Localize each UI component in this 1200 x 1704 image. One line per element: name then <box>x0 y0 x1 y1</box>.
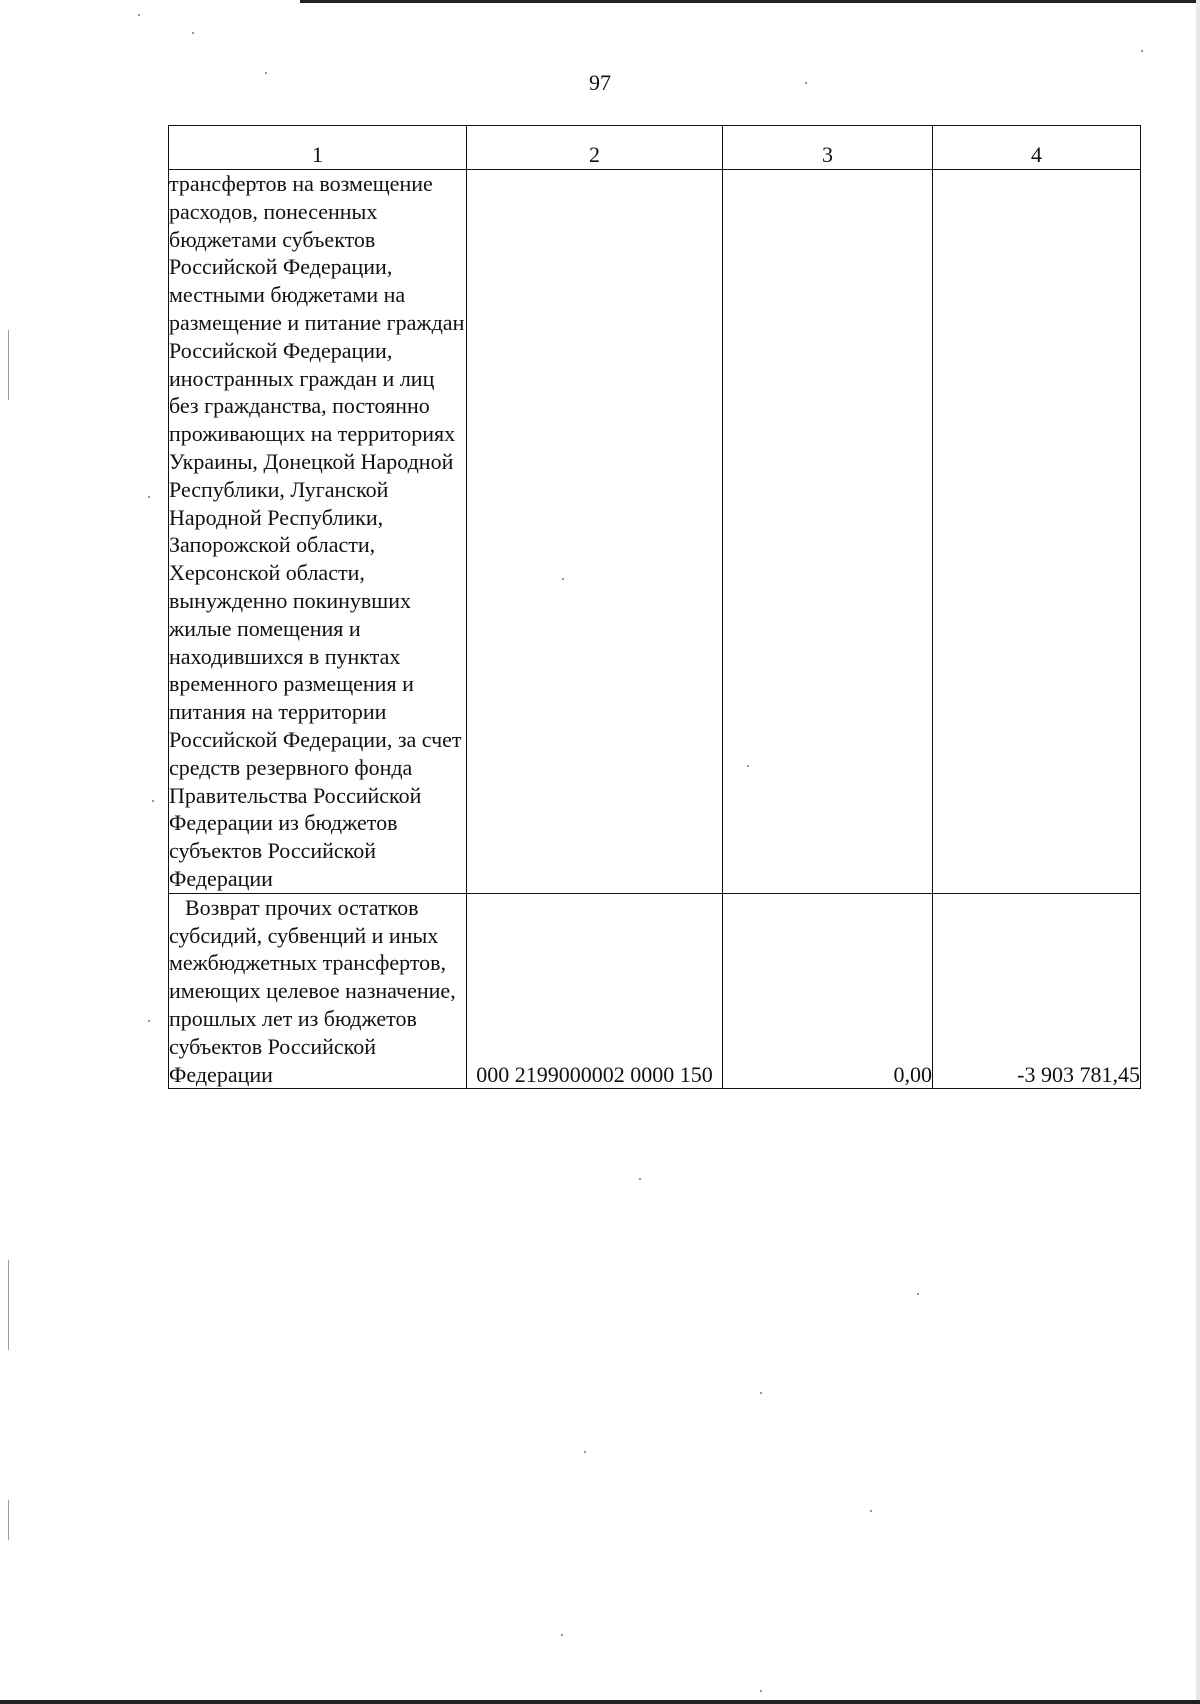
scan-edge-bottom <box>0 1700 1200 1704</box>
page-number: 97 <box>589 70 611 95</box>
row-col4-cell: -3 903 781,45 <box>933 893 1141 1089</box>
row-col3-cell <box>723 170 933 894</box>
row-name-cell: трансфертов на возмещение расходов, понесенных бюджетами субъектов Российской Федерации, местными бюджетами на размещение и питание граждан Российской Федерации, иностранных граждан и лиц без гражданства, постоянно проживающих на территориях Украины, Донецкой Народной Республики, Луганской Народной Республики, Запорожской области, Херсонской области, вынужденно покинувших жилые помещения и находившихся в пунктах временного размещения и питания на территории Российской Федерации, за счет средств резервного фонда Правительства Российской Федерации из бюджетов субъектов Российской Федерации <box>169 170 467 894</box>
column-header-2: 2 <box>467 126 723 170</box>
budget-table <box>168 125 1141 1089</box>
scan-edge-top <box>300 0 1200 3</box>
row-code-cell <box>467 170 723 894</box>
row-code-cell: 000 2199000002 0000 150 <box>467 893 723 1089</box>
table-row <box>169 893 1141 1089</box>
column-header-1: 1 <box>169 126 467 170</box>
table-header-row <box>169 126 1141 170</box>
scan-edge-right <box>1196 0 1200 1704</box>
table-row <box>169 170 1141 894</box>
row-col3-cell: 0,00 <box>723 893 933 1089</box>
row-col4-cell <box>933 170 1141 894</box>
row-name-cell: Возврат прочих остатков субсидий, субвенций и иных межбюджетных трансфертов, имеющих целевое назначение, прошлых лет из бюджетов субъектов Российской Федерации <box>169 893 467 1089</box>
column-header-4: 4 <box>933 126 1141 170</box>
column-header-3: 3 <box>723 126 933 170</box>
